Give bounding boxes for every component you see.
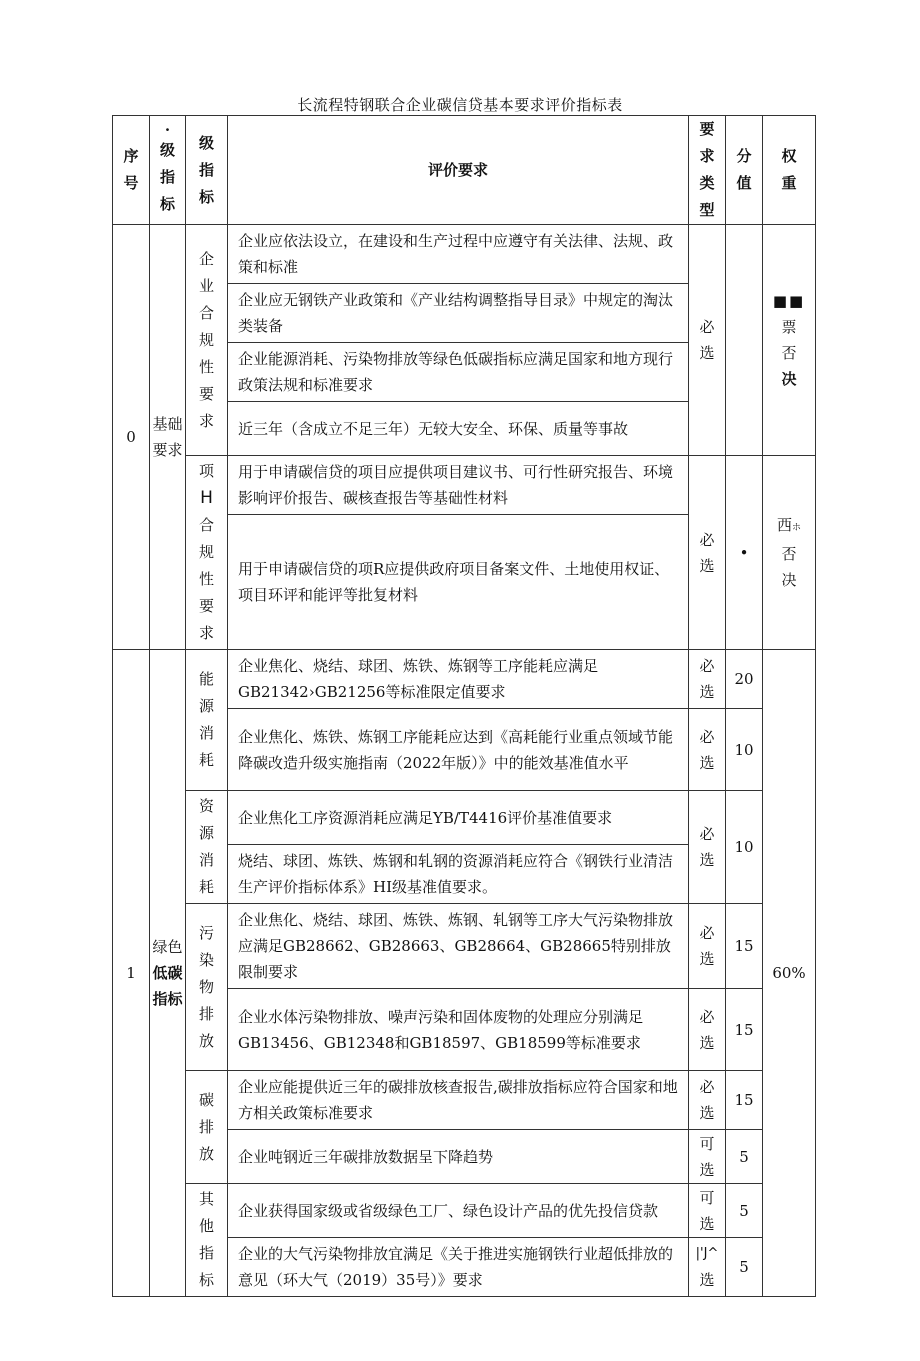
cell-text: 决 [781, 370, 797, 388]
table-row [113, 225, 816, 284]
cell-text: 资 [198, 797, 214, 815]
weight-cell: 60% [763, 650, 816, 1297]
header-weight [763, 116, 816, 225]
score-cell: 10 [726, 791, 763, 904]
cell-text: 企 [198, 249, 214, 268]
cell-text [763, 512, 815, 541]
score-cell: • [726, 456, 763, 650]
cell-text: 必 [699, 1078, 715, 1096]
cell-text: 要 [198, 384, 214, 403]
cell-text: 排 [198, 1117, 214, 1136]
requirement-cell: 企业焦化、炼铁、炼钢工序能耗应达到《高耗能行业重点领域节能降碳改造升级实施指南（2022年版）》中的能效基准值水平 [228, 709, 689, 791]
evaluation-table [112, 115, 816, 1297]
requirement-cell: 企业能源消耗、污染物排放等绿色低碳指标应满足国家和地方现行政策法规和标准要求 [228, 343, 689, 402]
header-level2 [186, 116, 228, 225]
score-cell: 15 [726, 989, 763, 1071]
header-seq [113, 116, 150, 225]
header-requirement: 评价要求 [228, 116, 689, 225]
requirement-cell: 用于申请碳信贷的项目应提供项目建议书、可行性研究报告、环境影响评价报告、碳核查报告等基础性材料 [228, 456, 689, 515]
cell-text: 选 [699, 950, 715, 968]
score-cell: 15 [726, 1071, 763, 1130]
header-text: 类 [699, 174, 715, 192]
table-row [113, 1071, 816, 1130]
weight-top-text: 西 [776, 516, 792, 534]
cell-text: 否 [781, 344, 797, 362]
type-cell [689, 1130, 726, 1184]
weight-top-small-text: ホ [792, 523, 802, 533]
table-row [113, 791, 816, 845]
cell-text: 绿色 [152, 938, 183, 956]
cell-text: 耗 [198, 878, 214, 896]
cell-text: 可 [699, 1188, 715, 1207]
cell-text: 其 [198, 1190, 214, 1208]
requirement-cell: 企业应无钢铁产业政策和《产业结构调整指导目录》中规定的淘汰类装备 [228, 284, 689, 343]
cell-text: 放 [198, 1144, 214, 1163]
requirement-cell: 企业吨钢近三年碳排放数据呈下降趋势 [228, 1130, 689, 1184]
cell-text: 选 [699, 1160, 715, 1179]
cell-text: 排 [198, 1004, 214, 1023]
cell-text: 选 [699, 1033, 715, 1052]
cell-text: 合 [198, 303, 214, 322]
cell-text: 选 [699, 683, 715, 701]
cell-text: 求 [198, 411, 214, 430]
header-text: · [164, 120, 171, 139]
header-text: 重 [781, 174, 797, 192]
cell-text: 要求 [152, 441, 183, 459]
header-level1 [150, 116, 186, 225]
header-text: 标 [198, 187, 214, 206]
table-row [113, 1184, 816, 1238]
type-cell [689, 791, 726, 904]
cell-text: 指标 [152, 990, 183, 1008]
requirement-cell: 企业焦化、烧结、球团、炼铁、炼钢、轧钢等工序大气污染物排放应满足GB28662、GB28663、GB28664、GB28665特别排放限制要求 [228, 904, 689, 989]
score-cell: 15 [726, 904, 763, 989]
type-cell [689, 650, 726, 709]
header-text: 序 [123, 147, 139, 165]
weight-mark: ■■ [772, 292, 806, 310]
cell-text: 业 [198, 276, 214, 295]
weight-cell [763, 456, 816, 650]
cell-text: 性 [198, 570, 214, 588]
type-cell [689, 709, 726, 791]
header-text: 权 [781, 147, 797, 165]
cell-text: 污 [198, 923, 214, 942]
type-cell [689, 1071, 726, 1130]
cell-text: 必 [699, 530, 715, 549]
cell-text: 否 [781, 545, 797, 563]
cell-text: 项 [198, 462, 214, 480]
header-text: 分 [736, 147, 752, 165]
header-text: 级 [198, 133, 214, 152]
header-text: 指 [198, 160, 214, 179]
cell-text: 规 [198, 543, 214, 561]
table-row [113, 904, 816, 989]
cell-text: 必 [699, 318, 715, 336]
header-row [113, 116, 816, 225]
cell-text: 规 [198, 330, 214, 349]
cell-text: 票 [781, 318, 797, 336]
header-text: 型 [699, 201, 715, 219]
cell-text: 碳 [198, 1090, 214, 1109]
requirement-cell: 企业焦化、烧结、球团、炼铁、炼钢等工序能耗应满足GB21342›GB21256等标准限定值要求 [228, 650, 689, 709]
weight-cell [763, 225, 816, 456]
score-cell: 5 [726, 1130, 763, 1184]
header-text: 级 [159, 140, 175, 159]
cell-text: 合 [198, 516, 214, 534]
level2-cell [186, 225, 228, 456]
header-score [726, 116, 763, 225]
score-cell: 5 [726, 1184, 763, 1238]
requirement-cell: 企业应能提供近三年的碳排放核查报告,碳排放指标应符合国家和地方相关政策标准要求 [228, 1071, 689, 1130]
level2-cell [186, 1071, 228, 1184]
cell-text: |'J^ [695, 1246, 719, 1261]
cell-text: 指 [198, 1244, 214, 1262]
header-text: 值 [736, 174, 752, 192]
table-row [113, 650, 816, 709]
page-title: 长流程特钢联合企业碳信贷基本要求评价指标表 [297, 96, 623, 114]
cell-text: 必 [699, 825, 715, 843]
cell-text: 必 [699, 924, 715, 942]
type-cell [689, 1184, 726, 1238]
score-cell: 20 [726, 650, 763, 709]
cell-text: 消 [198, 851, 214, 869]
cell-text: 必 [699, 727, 715, 746]
type-cell [689, 456, 726, 650]
header-type [689, 116, 726, 225]
cell-text: 选 [699, 556, 715, 575]
type-cell [689, 904, 726, 989]
cell-text: 源 [198, 824, 214, 842]
level2-cell [186, 904, 228, 1071]
cell-text: 低碳 [152, 964, 183, 982]
cell-text: 物 [198, 977, 214, 996]
requirement-cell: 企业水体污染物排放、噪声污染和固体废物的处理应分别满足GB13456、GB12348和GB18597、GB18599等标准要求 [228, 989, 689, 1071]
cell-text: 标 [198, 1271, 214, 1289]
cell-text: 放 [198, 1031, 214, 1050]
requirement-cell: 近三年（含成立不足三年）无较大安全、环保、质量等事故 [228, 402, 689, 456]
cell-text: 要 [198, 597, 214, 615]
cell-text: 能 [198, 670, 214, 688]
header-text: 标 [159, 194, 175, 213]
cell-text: 求 [198, 624, 214, 642]
requirement-cell: 烧结、球团、炼铁、炼钢和轧钢的资源消耗应符合《钢铁行业清洁生产评价指标体系》HI级基准值要求。 [228, 845, 689, 904]
level2-cell [186, 1184, 228, 1297]
cell-text: 选 [699, 753, 715, 772]
cell-text: 必 [699, 657, 715, 675]
cell-text: 基础 [152, 415, 183, 433]
cell-text: 必 [699, 1007, 715, 1026]
level2-cell [186, 650, 228, 791]
score-cell [726, 225, 763, 456]
cell-text: 性 [198, 357, 214, 376]
cell-text: 选 [699, 344, 715, 362]
level1-cell [150, 225, 186, 650]
header-text: 指 [159, 167, 175, 186]
cell-text: 耗 [198, 751, 214, 769]
score-cell: 5 [726, 1238, 763, 1297]
level2-cell [186, 791, 228, 904]
seq-cell: 0 [113, 225, 150, 650]
type-cell [689, 225, 726, 456]
cell-text: 选 [699, 1271, 715, 1289]
header-text: 要 [699, 120, 715, 138]
header-text: 号 [123, 174, 139, 192]
seq-cell: 1 [113, 650, 150, 1297]
cell-text: 染 [198, 950, 214, 969]
cell-text: 源 [198, 697, 214, 715]
cell-text: 选 [699, 1104, 715, 1122]
requirement-cell: 企业的大气污染物排放宜满足《关于推进实施钢铁行业超低排放的意见（环大气（2019）35号）》要求 [228, 1238, 689, 1297]
cell-text: 消 [198, 724, 214, 742]
cell-text: 他 [198, 1217, 214, 1235]
level1-cell [150, 650, 186, 1297]
header-text: 求 [699, 147, 715, 165]
table-row [113, 456, 816, 515]
type-cell [689, 1238, 726, 1297]
requirement-cell: 企业应依法设立，在建设和生产过程中应遵守有关法律、法规、政策和标准 [228, 225, 689, 284]
cell-text: H [200, 488, 213, 508]
requirement-cell: 用于申请碳信贷的项R应提供政府项目备案文件、土地使用权证、项目环评和能评等批复材料 [228, 515, 689, 650]
cell-text: 可 [699, 1134, 715, 1153]
level2-cell [186, 456, 228, 650]
requirement-cell: 企业获得国家级或省级绿色工厂、绿色设计产品的优先投信贷款 [228, 1184, 689, 1238]
type-cell [689, 989, 726, 1071]
cell-text: 选 [699, 851, 715, 869]
cell-text: 选 [699, 1214, 715, 1233]
score-cell: 10 [726, 709, 763, 791]
cell-text: 决 [781, 571, 797, 589]
requirement-cell: 企业焦化工序资源消耗应满足YB/T4416评价基准值要求 [228, 791, 689, 845]
